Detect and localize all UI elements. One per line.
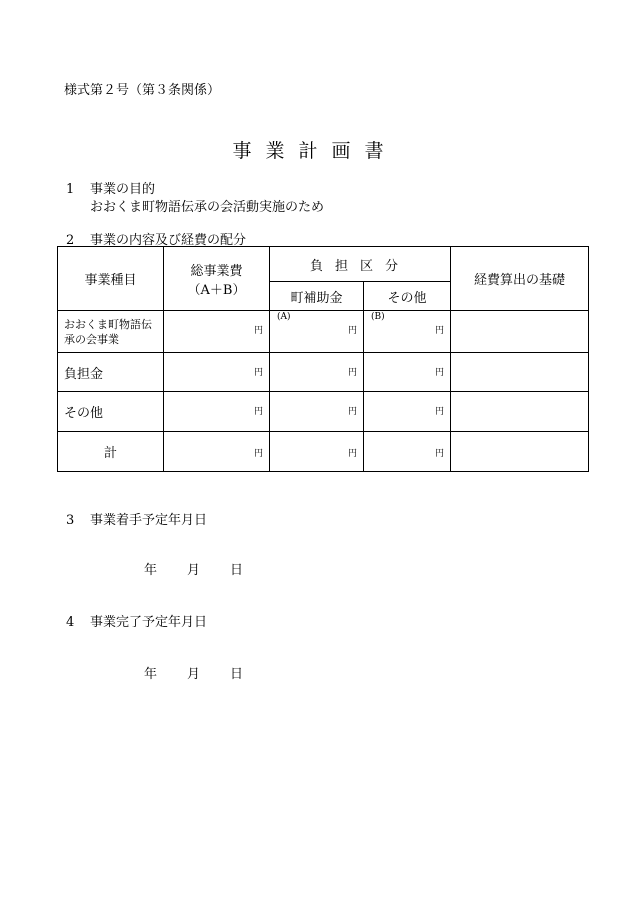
section-1-number: 1 (66, 182, 75, 197)
row-label-project-line1: おおくま町物語伝 (64, 317, 152, 331)
cell-basis[interactable] (451, 432, 589, 472)
cell-basis[interactable] (451, 311, 589, 353)
cell-total[interactable] (164, 353, 270, 392)
completion-date-field[interactable] (144, 663, 243, 682)
day-label: 日 (230, 667, 244, 682)
row-label-total: 計 (58, 432, 164, 472)
cell-town-subsidy[interactable] (270, 432, 364, 472)
cell-basis[interactable] (451, 353, 589, 392)
header-total-line1: 総事業費 (190, 263, 243, 279)
start-date-field[interactable] (144, 559, 243, 578)
cell-town-subsidy[interactable] (270, 353, 364, 392)
yen-unit: 円 (253, 368, 263, 378)
header-total (164, 247, 270, 311)
section-1-heading (66, 178, 155, 197)
yen-unit: 円 (347, 368, 357, 378)
section-3-heading (66, 509, 207, 528)
section-1-body: おおくま町物語伝承の会活動実施のため (90, 200, 325, 215)
year-label: 年 (144, 667, 158, 682)
header-basis: 経費算出の基礎 (451, 247, 589, 311)
budget-table (57, 246, 589, 472)
table-row (58, 432, 589, 472)
cell-total[interactable] (164, 311, 270, 353)
form-number: 様式第２号（第３条関係） (64, 83, 221, 98)
cell-town-subsidy[interactable] (270, 311, 364, 353)
day-label: 日 (230, 563, 244, 578)
document-title: 事業計画書 (232, 140, 398, 162)
row-label-other: その他 (58, 392, 164, 432)
header-other: その他 (364, 282, 451, 311)
mark-a: (A) (277, 312, 291, 322)
yen-unit: 円 (347, 326, 357, 336)
cell-other[interactable] (364, 353, 451, 392)
cell-town-subsidy[interactable] (270, 392, 364, 432)
section-4-title: 事業完了予定年月日 (90, 615, 208, 630)
yen-unit: 円 (347, 407, 357, 417)
header-type: 事業種目 (58, 247, 164, 311)
header-burden: 負担区分 (270, 247, 451, 282)
yen-unit: 円 (347, 449, 357, 459)
year-label: 年 (144, 563, 158, 578)
table-row (58, 353, 589, 392)
cell-other[interactable] (364, 432, 451, 472)
yen-unit: 円 (253, 407, 263, 417)
cell-total[interactable] (164, 432, 270, 472)
month-label: 月 (187, 667, 201, 682)
section-2-title: 事業の内容及び経費の配分 (90, 233, 247, 248)
yen-unit: 円 (435, 326, 445, 336)
header-total-line2: （A＋B） (187, 282, 246, 298)
row-label-project-line2: 承の会事業 (64, 332, 119, 346)
yen-unit: 円 (435, 368, 445, 378)
section-1-title: 事業の目的 (90, 182, 156, 197)
mark-b: (B) (371, 312, 385, 322)
cell-other[interactable] (364, 392, 451, 432)
yen-unit: 円 (435, 449, 445, 459)
month-label: 月 (187, 563, 201, 578)
section-3-number: 3 (66, 513, 75, 528)
section-4-heading (66, 611, 207, 630)
table-row (58, 392, 589, 432)
yen-unit: 円 (253, 449, 263, 459)
row-label-burden: 負担金 (58, 353, 164, 392)
table-row (58, 311, 589, 353)
yen-unit: 円 (253, 326, 263, 336)
section-3-title: 事業着手予定年月日 (90, 513, 208, 528)
section-2-number: 2 (66, 233, 75, 248)
yen-unit: 円 (435, 407, 445, 417)
cell-other[interactable] (364, 311, 451, 353)
cell-total[interactable] (164, 392, 270, 432)
header-town-subsidy: 町補助金 (270, 282, 364, 311)
cell-basis[interactable] (451, 392, 589, 432)
row-label-project (58, 311, 164, 353)
section-4-number: 4 (66, 615, 75, 630)
